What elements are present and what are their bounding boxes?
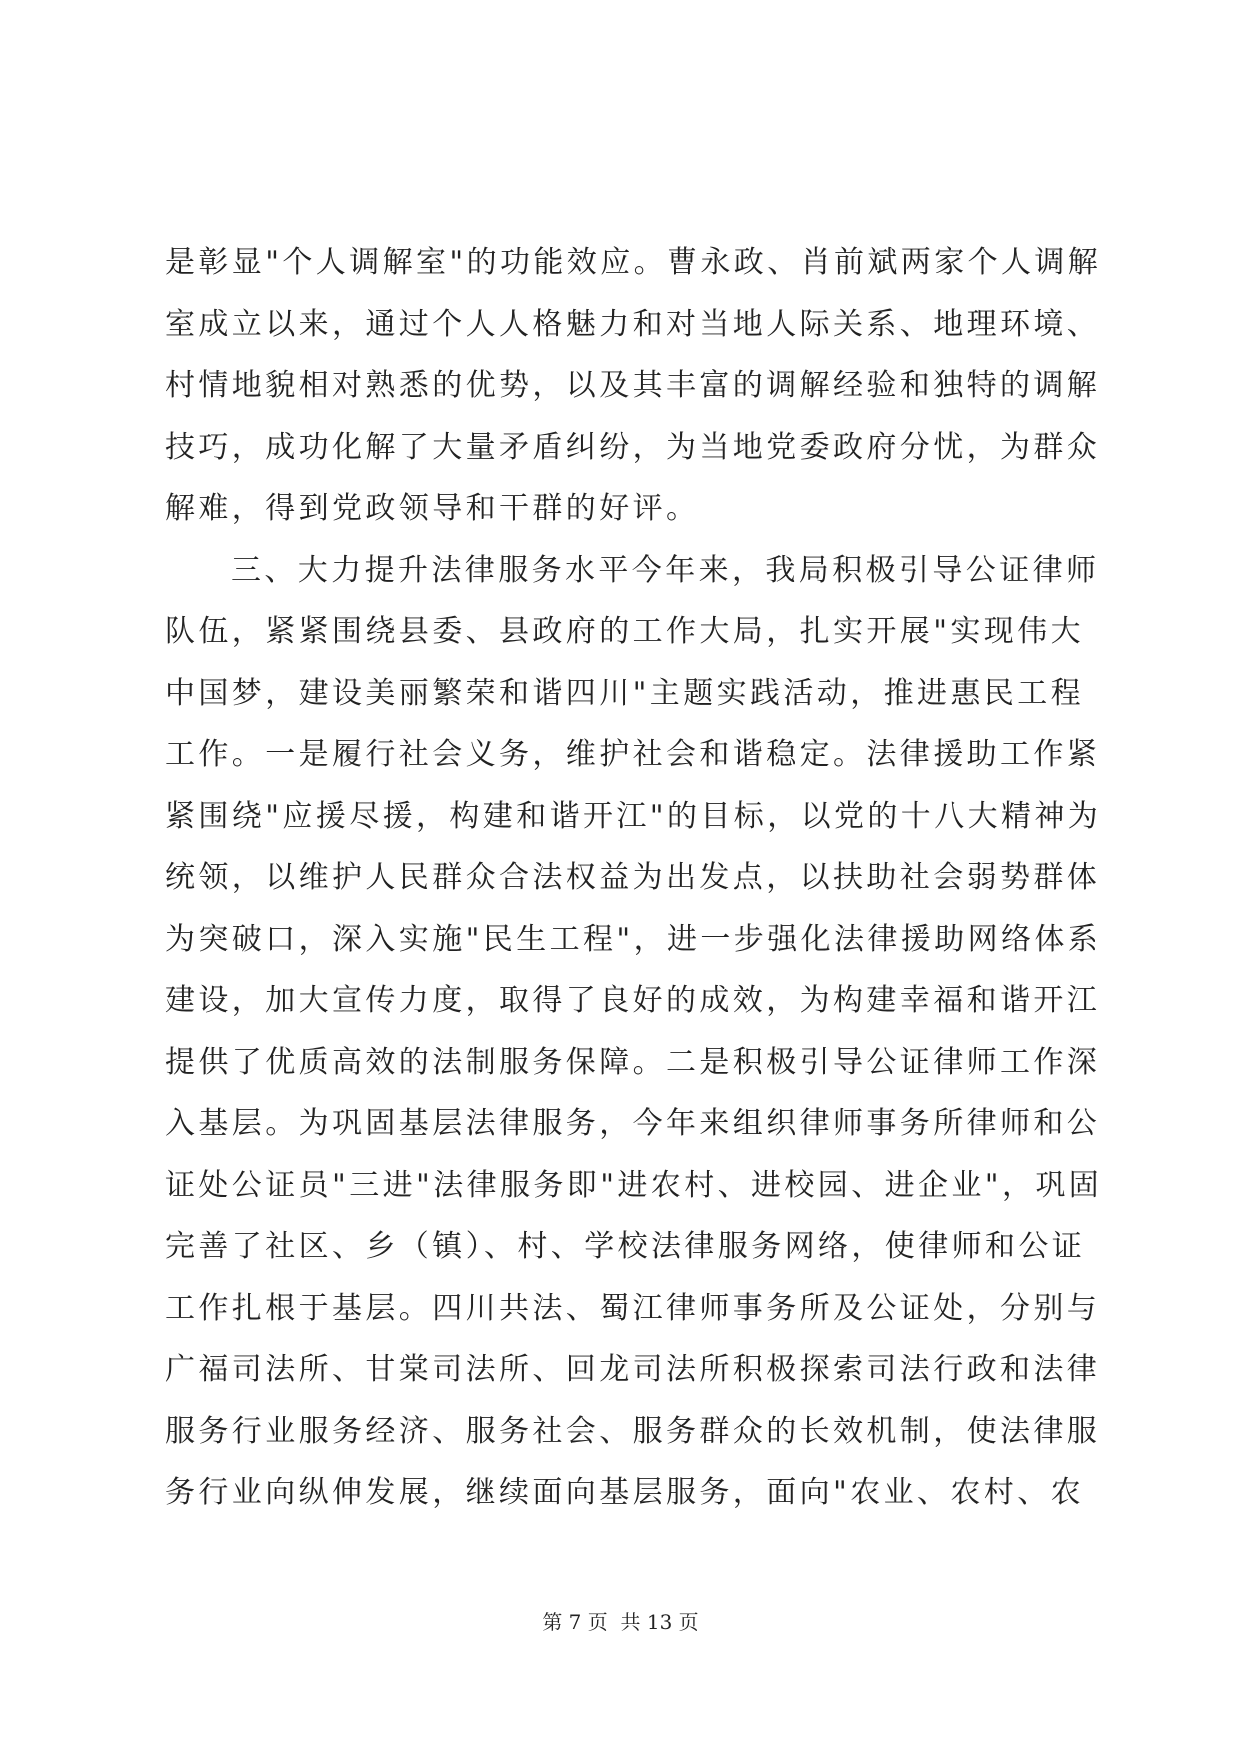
text-line: 中国梦，建设美丽繁荣和谐四川"主题实践活动，推进惠民工程: [165, 675, 1084, 711]
page-number: 第 7 页 共 13 页: [542, 1610, 699, 1634]
text-line: 证处公证员"三进"法律服务即"进农村、进校园、进企业"，巩固: [165, 1167, 1103, 1203]
text-line: 队伍，紧紧围绕县委、县政府的工作大局，扎实开展"实现伟大: [165, 614, 1084, 649]
text-line: 建设，加大宣传力度，取得了良好的成效，为构建幸福和谐开江: [165, 983, 1101, 1018]
text-line: 工作扎根于基层。四川共法、蜀江律师事务所及公证处，分别与: [165, 1290, 1101, 1326]
text-line: 紧围绕"应援尽援，构建和谐开江"的目标，以党的十八大精神为: [165, 798, 1102, 834]
text-line: 技巧，成功化解了大量矛盾纠纷，为当地党委政府分忧，为群众: [165, 429, 1101, 465]
text-line: 广福司法所、甘棠司法所、回龙司法所积极探索司法行政和法律: [165, 1352, 1101, 1387]
text-line: 统领，以维护人民群众合法权益为出发点，以扶助社会弱势群体: [165, 860, 1101, 895]
text-line: 是彰显"个人调解室"的功能效应。曹永政、肖前斌两家个人调解: [165, 245, 1102, 280]
document-body: [165, 232, 1103, 1524]
text-line: 为突破口，深入实施"民生工程"，进一步强化法律援助网络体系: [165, 921, 1102, 957]
text-line: 解难，得到党政领导和干群的好评。: [165, 491, 700, 526]
text-line: 提供了优质高效的法制服务保障。二是积极引导公证律师工作深: [165, 1044, 1101, 1080]
text-line: 完善了社区、乡（镇）、村、学校法律服务网络，使律师和公证: [165, 1229, 1086, 1264]
paragraph-start-line: 三、大力提升法律服务水平今年来，我局积极引导公证律师: [231, 552, 1100, 588]
text-line: 服务行业服务经济、服务社会、服务群众的长效机制，使法律服: [165, 1413, 1101, 1449]
text-line: 室成立以来，通过个人人格魅力和对当地人际关系、地理环境、: [165, 306, 1101, 342]
text-line: 入基层。为巩固基层法律服务，今年来组织律师事务所律师和公: [165, 1106, 1101, 1141]
text-line: 村情地貌相对熟悉的优势，以及其丰富的调解经验和独特的调解: [165, 368, 1101, 403]
text-line: 务行业向纵伸发展，继续面向基层服务，面向"农业、农村、农: [165, 1475, 1084, 1510]
text-line: 工作。一是履行社会义务，维护社会和谐稳定。法律援助工作紧: [165, 737, 1101, 772]
page-footer: [0, 1606, 1241, 1635]
